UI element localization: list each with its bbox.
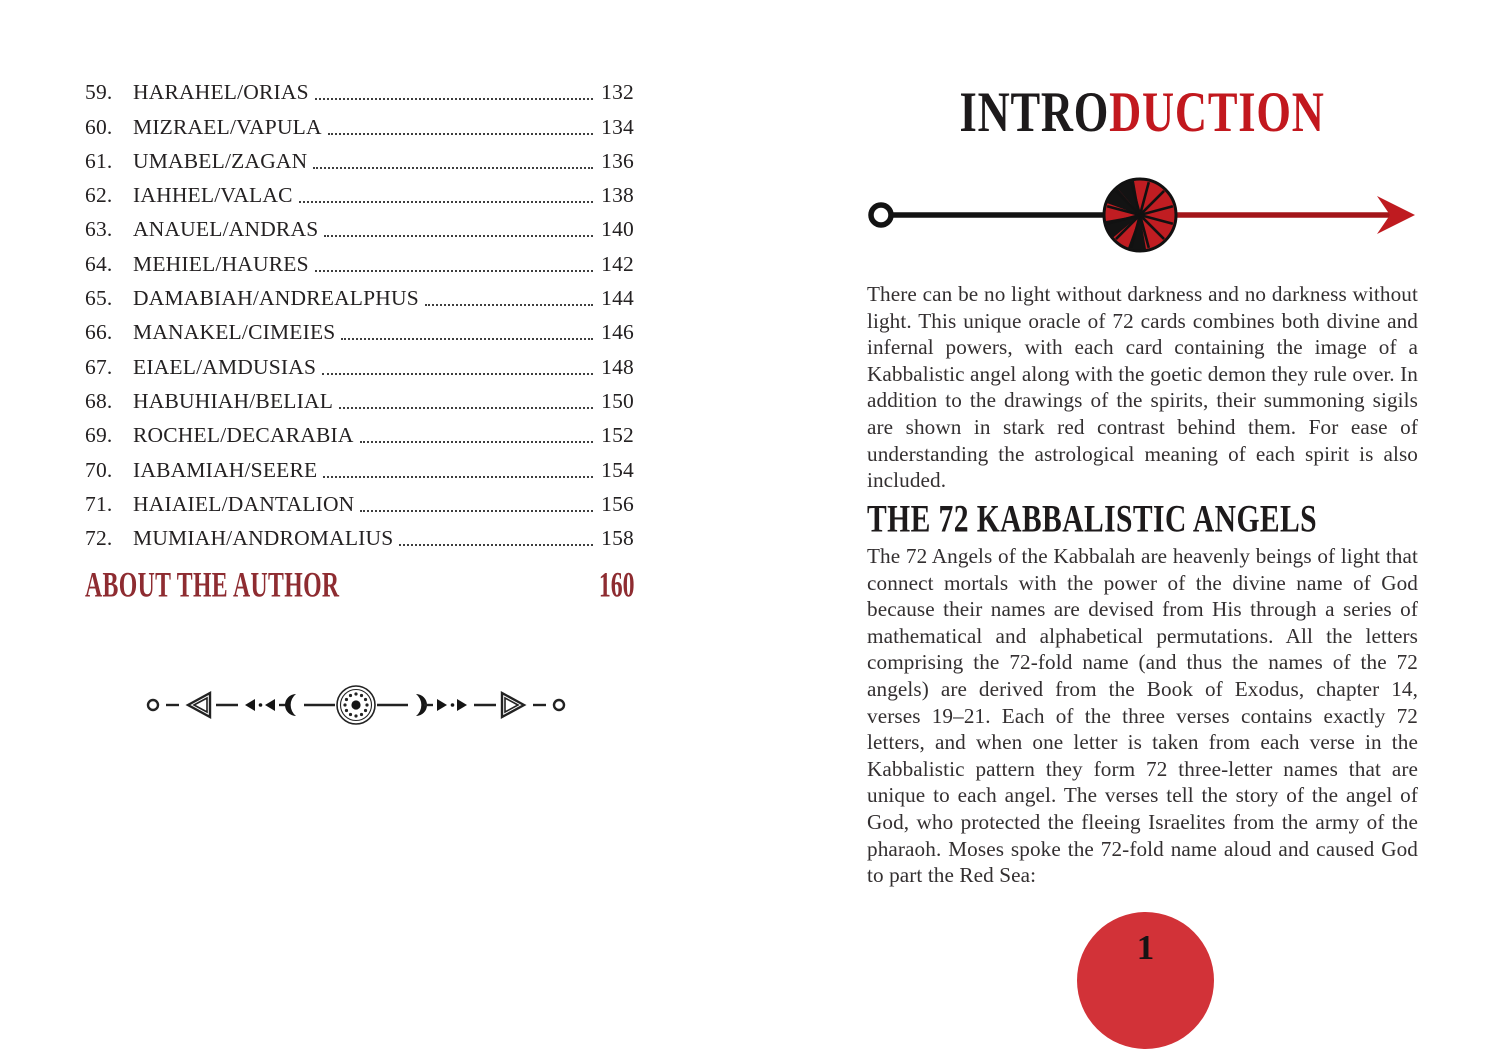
toc-row [85,345,634,379]
toc-entry-title: MEHIEL/HAURES [133,251,309,276]
toc-entry-title: MUMIAH/ANDROMALIUS [133,526,394,551]
toc-entry-number: 71. [85,491,113,516]
toc-row [85,105,634,139]
dot-leader [313,167,593,169]
toc-row [85,242,634,276]
toc-entry-title: HARAHEL/ORIAS [133,80,309,105]
toc-entry-page: 142 [601,251,634,276]
toc-entry-number: 61. [85,148,113,173]
toc-row [85,517,634,551]
section-paragraph: The 72 Angels of the Kabbalah are heavenly beings of light that connect mortals with the power of the divine name of God because their names are devised from His through a series of mathematical and alphabetical permutations. All the letters comprising the 72-fold name (and thus the names of the 72 angels) are derived from the Book of Exodus, chapter 14, verses 19–21. Each of the three verses contains exactly 72 letters, and when one letter is taken from each verse in the Kabbalistic pattern they form 72 three-letter names that are unique to each angel. The verses tell the story of the angel of God, who protected the fleeing Israelites from the army of the pharaoh. Moses spoke the 72-fold name aloud and caused God to part the Red Sea: [867,544,1418,888]
toc-entry-title: IABAMIAH/SEERE [133,457,318,482]
dot-leader [324,235,593,237]
toc-entry-title: HAIAIEL/DANTALION [133,491,355,516]
table-of-contents [85,71,634,606]
toc-entry-title: MIZRAEL/VAPULA [133,114,322,139]
toc-entry-page: 148 [601,354,634,379]
about-the-author-row [85,566,634,606]
toc-entry-page: 144 [601,286,634,311]
right-arrowhead-icon [457,699,467,711]
toc-row [85,380,634,414]
toc-entry-title: IAHHEL/VALAC [133,183,293,208]
ring-icon [871,205,891,225]
toc-entry-number: 60. [85,114,113,139]
toc-entry-title: ANAUEL/ANDRAS [133,217,319,242]
toc-entry-title: HABUHIAH/BELIAL [133,388,334,413]
dot-leader [360,510,593,512]
toc-row [85,414,634,448]
toc-entry-page: 158 [601,526,634,551]
arrow-pinwheel-ornament [867,170,1417,260]
dot-leader [328,133,593,135]
toc-entry-page: 150 [601,388,634,413]
section-heading: THE 72 KABBALISTIC ANGELS [867,498,1318,542]
toc-row [85,71,634,105]
toc-entry-number: 59. [85,80,113,105]
page-number: 1 [1136,928,1155,967]
intro-paragraph: There can be no light without darkness and no darkness without light. This unique oracle of 72 cards combines both divine and infernal powers, with each card containing the image of a Kabbalistic angel along with the goetic demon they rule over. In addition to the drawings of the spirits, their summoning sigils are shown in stark red contrast behind them. For ease of understanding the astrological meaning of each spirit is also included. [867,282,1418,493]
toc-entry-number: 67. [85,354,113,379]
toc-entry-title: DAMABIAH/ANDREALPHUS [133,286,419,311]
toc-entry-page: 134 [601,114,634,139]
toc-row [85,208,634,242]
toc-row [85,140,634,174]
toc-entry-page: 140 [601,217,634,242]
toc-entry-number: 70. [85,457,113,482]
left-arrowhead-icon [245,699,255,711]
sun-wheel-icon [337,686,375,724]
toc-entry-page: 154 [601,457,634,482]
left-arrowhead-icon [265,699,275,711]
toc-row [85,448,634,482]
toc-entry-page: 146 [601,320,634,345]
toc-entry-number: 65. [85,286,113,311]
dot-leader [339,407,593,409]
circle-icon [554,700,564,710]
introduction-page [867,0,1417,979]
circle-icon [148,700,158,710]
celestial-divider-ornament [146,681,566,729]
dot-leader [399,544,593,546]
dot-leader [360,441,593,443]
toc-entry-number: 72. [85,526,113,551]
toc-entry-page: 152 [601,423,634,448]
dot-leader [322,373,593,375]
toc-entry-number: 64. [85,251,113,276]
toc-entry-page: 136 [601,148,634,173]
toc-entry-title: MANAKEL/CIMEIES [133,320,336,345]
page-number-badge [1077,912,1214,1049]
toc-entry-page: 156 [601,491,634,516]
right-arrowhead-icon [437,699,447,711]
about-the-author-page: 160 [598,566,634,606]
page-title [867,81,1417,144]
toc-row [85,277,634,311]
dot-leader [315,98,593,100]
dot-leader [299,201,593,203]
toc-entry-number: 68. [85,388,113,413]
toc-row [85,311,634,345]
toc-row [85,483,634,517]
toc-entry-number: 69. [85,423,113,448]
about-the-author-label: ABOUT THE AUTHOR [85,566,340,606]
toc-entry-page: 132 [601,80,634,105]
dot-leader [323,476,593,478]
title-part-red: DUCTION [1109,81,1325,144]
waxing-crescent-icon [285,694,296,716]
toc-entry-number: 66. [85,320,113,345]
title-part-black: INTRO [959,81,1110,144]
dot-leader [425,304,593,306]
pinwheel-icon [1104,179,1176,251]
dot-leader [315,270,593,272]
toc-entry-title: UMABEL/ZAGAN [133,148,308,173]
dot-leader [341,338,593,340]
toc-entry-number: 63. [85,217,113,242]
toc-entry-number: 62. [85,183,113,208]
toc-row [85,174,634,208]
toc-entry-page: 138 [601,183,634,208]
toc-entry-title: ROCHEL/DECARABIA [133,423,354,448]
toc-entry-title: EIAEL/AMDUSIAS [133,354,317,379]
